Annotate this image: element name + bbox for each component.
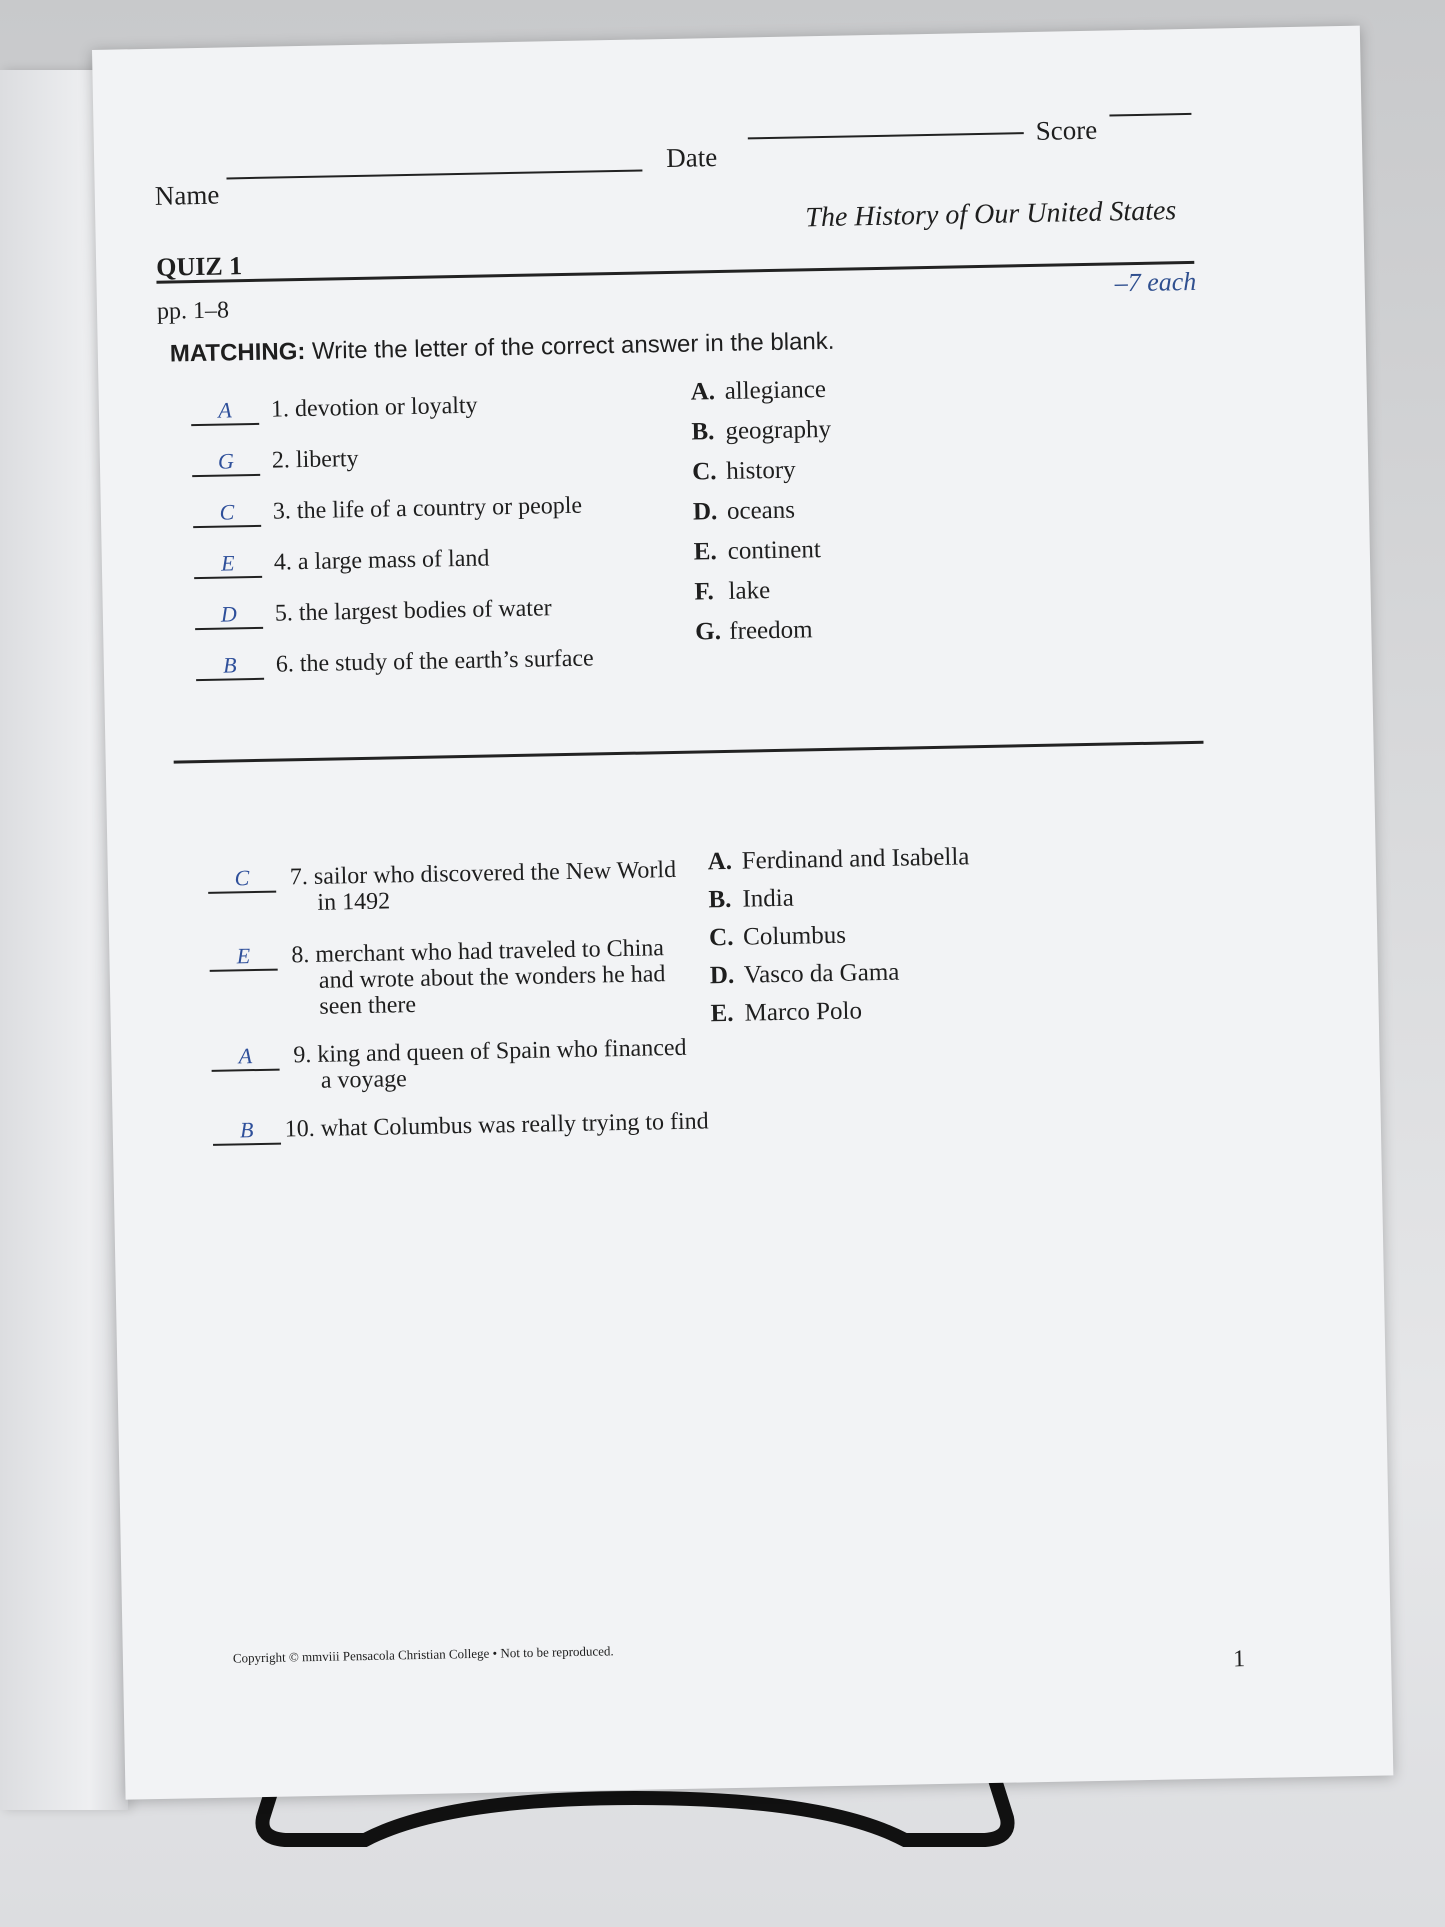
option-item: A. Ferdinand and Isabella (707, 843, 970, 876)
option-item: E. continent (693, 536, 822, 566)
question-9: 9. king and queen of Spain who financed a voyage (293, 1034, 687, 1094)
quiz-title: QUIZ 1 (155, 251, 243, 282)
option-item: C. Columbus (708, 921, 847, 952)
option-item: B. India (708, 884, 795, 914)
question-5: 5. the largest bodies of water (274, 595, 552, 627)
answer-blank[interactable]: B (196, 652, 265, 681)
option-item: D. Vasco da Gama (709, 958, 900, 990)
answer-blank[interactable]: C (208, 865, 277, 894)
name-label: Name (154, 179, 220, 211)
name-blank[interactable] (226, 169, 642, 179)
answer-blank[interactable]: E (194, 550, 263, 579)
header-rule (156, 261, 1194, 284)
option-item: F. lake (694, 577, 771, 606)
section-divider (174, 741, 1204, 764)
answer-blank[interactable]: A (191, 397, 260, 426)
date-blank[interactable] (748, 132, 1024, 139)
instructions-lead: MATCHING: (169, 337, 306, 368)
question-3: 3. the life of a country or people (272, 492, 583, 525)
option-item: E. Marco Polo (710, 997, 863, 1028)
page-range: pp. 1–8 (156, 297, 230, 325)
question-7: 7. sailor who discovered the New World in 1492 (289, 856, 677, 916)
answer-blank[interactable]: B (213, 1117, 282, 1146)
question-1: 1. devotion or loyalty (270, 392, 478, 423)
score-label: Score (1035, 114, 1098, 146)
option-item: G. freedom (695, 616, 813, 646)
question-6: 6. the study of the earth’s surface (275, 645, 594, 678)
answer-blank[interactable]: C (193, 499, 262, 528)
option-item: A. allegiance (690, 375, 827, 406)
option-item: C. history (691, 456, 796, 486)
page-number: 1 (1232, 1646, 1246, 1673)
date-label: Date (665, 142, 718, 173)
option-item: B. geography (691, 415, 832, 446)
question-2: 2. liberty (271, 445, 359, 474)
option-item: D. oceans (692, 496, 796, 526)
question-10: 10. what Columbus was really trying to find (284, 1108, 709, 1143)
answer-blank[interactable]: E (209, 943, 278, 972)
book-title: The History of Our United States (805, 195, 1177, 234)
points-label: –7 each (1114, 266, 1197, 298)
quiz-page (92, 26, 1393, 1800)
instructions-text: Write the letter of the correct answer in the blank. (311, 327, 835, 365)
question-8: 8. merchant who had traveled to China and wrote about the wonders he had seen there (291, 935, 666, 1020)
answer-blank[interactable]: D (195, 601, 264, 630)
instructions (170, 328, 835, 369)
answer-blank[interactable]: G (192, 448, 261, 477)
copyright-notice: Copyright © mmviii Pensacola Christian College • Not to be reproduced. (232, 1643, 614, 1666)
score-blank[interactable] (1109, 113, 1191, 117)
question-4: 4. a large mass of land (273, 545, 490, 576)
answer-blank[interactable]: A (211, 1043, 280, 1072)
